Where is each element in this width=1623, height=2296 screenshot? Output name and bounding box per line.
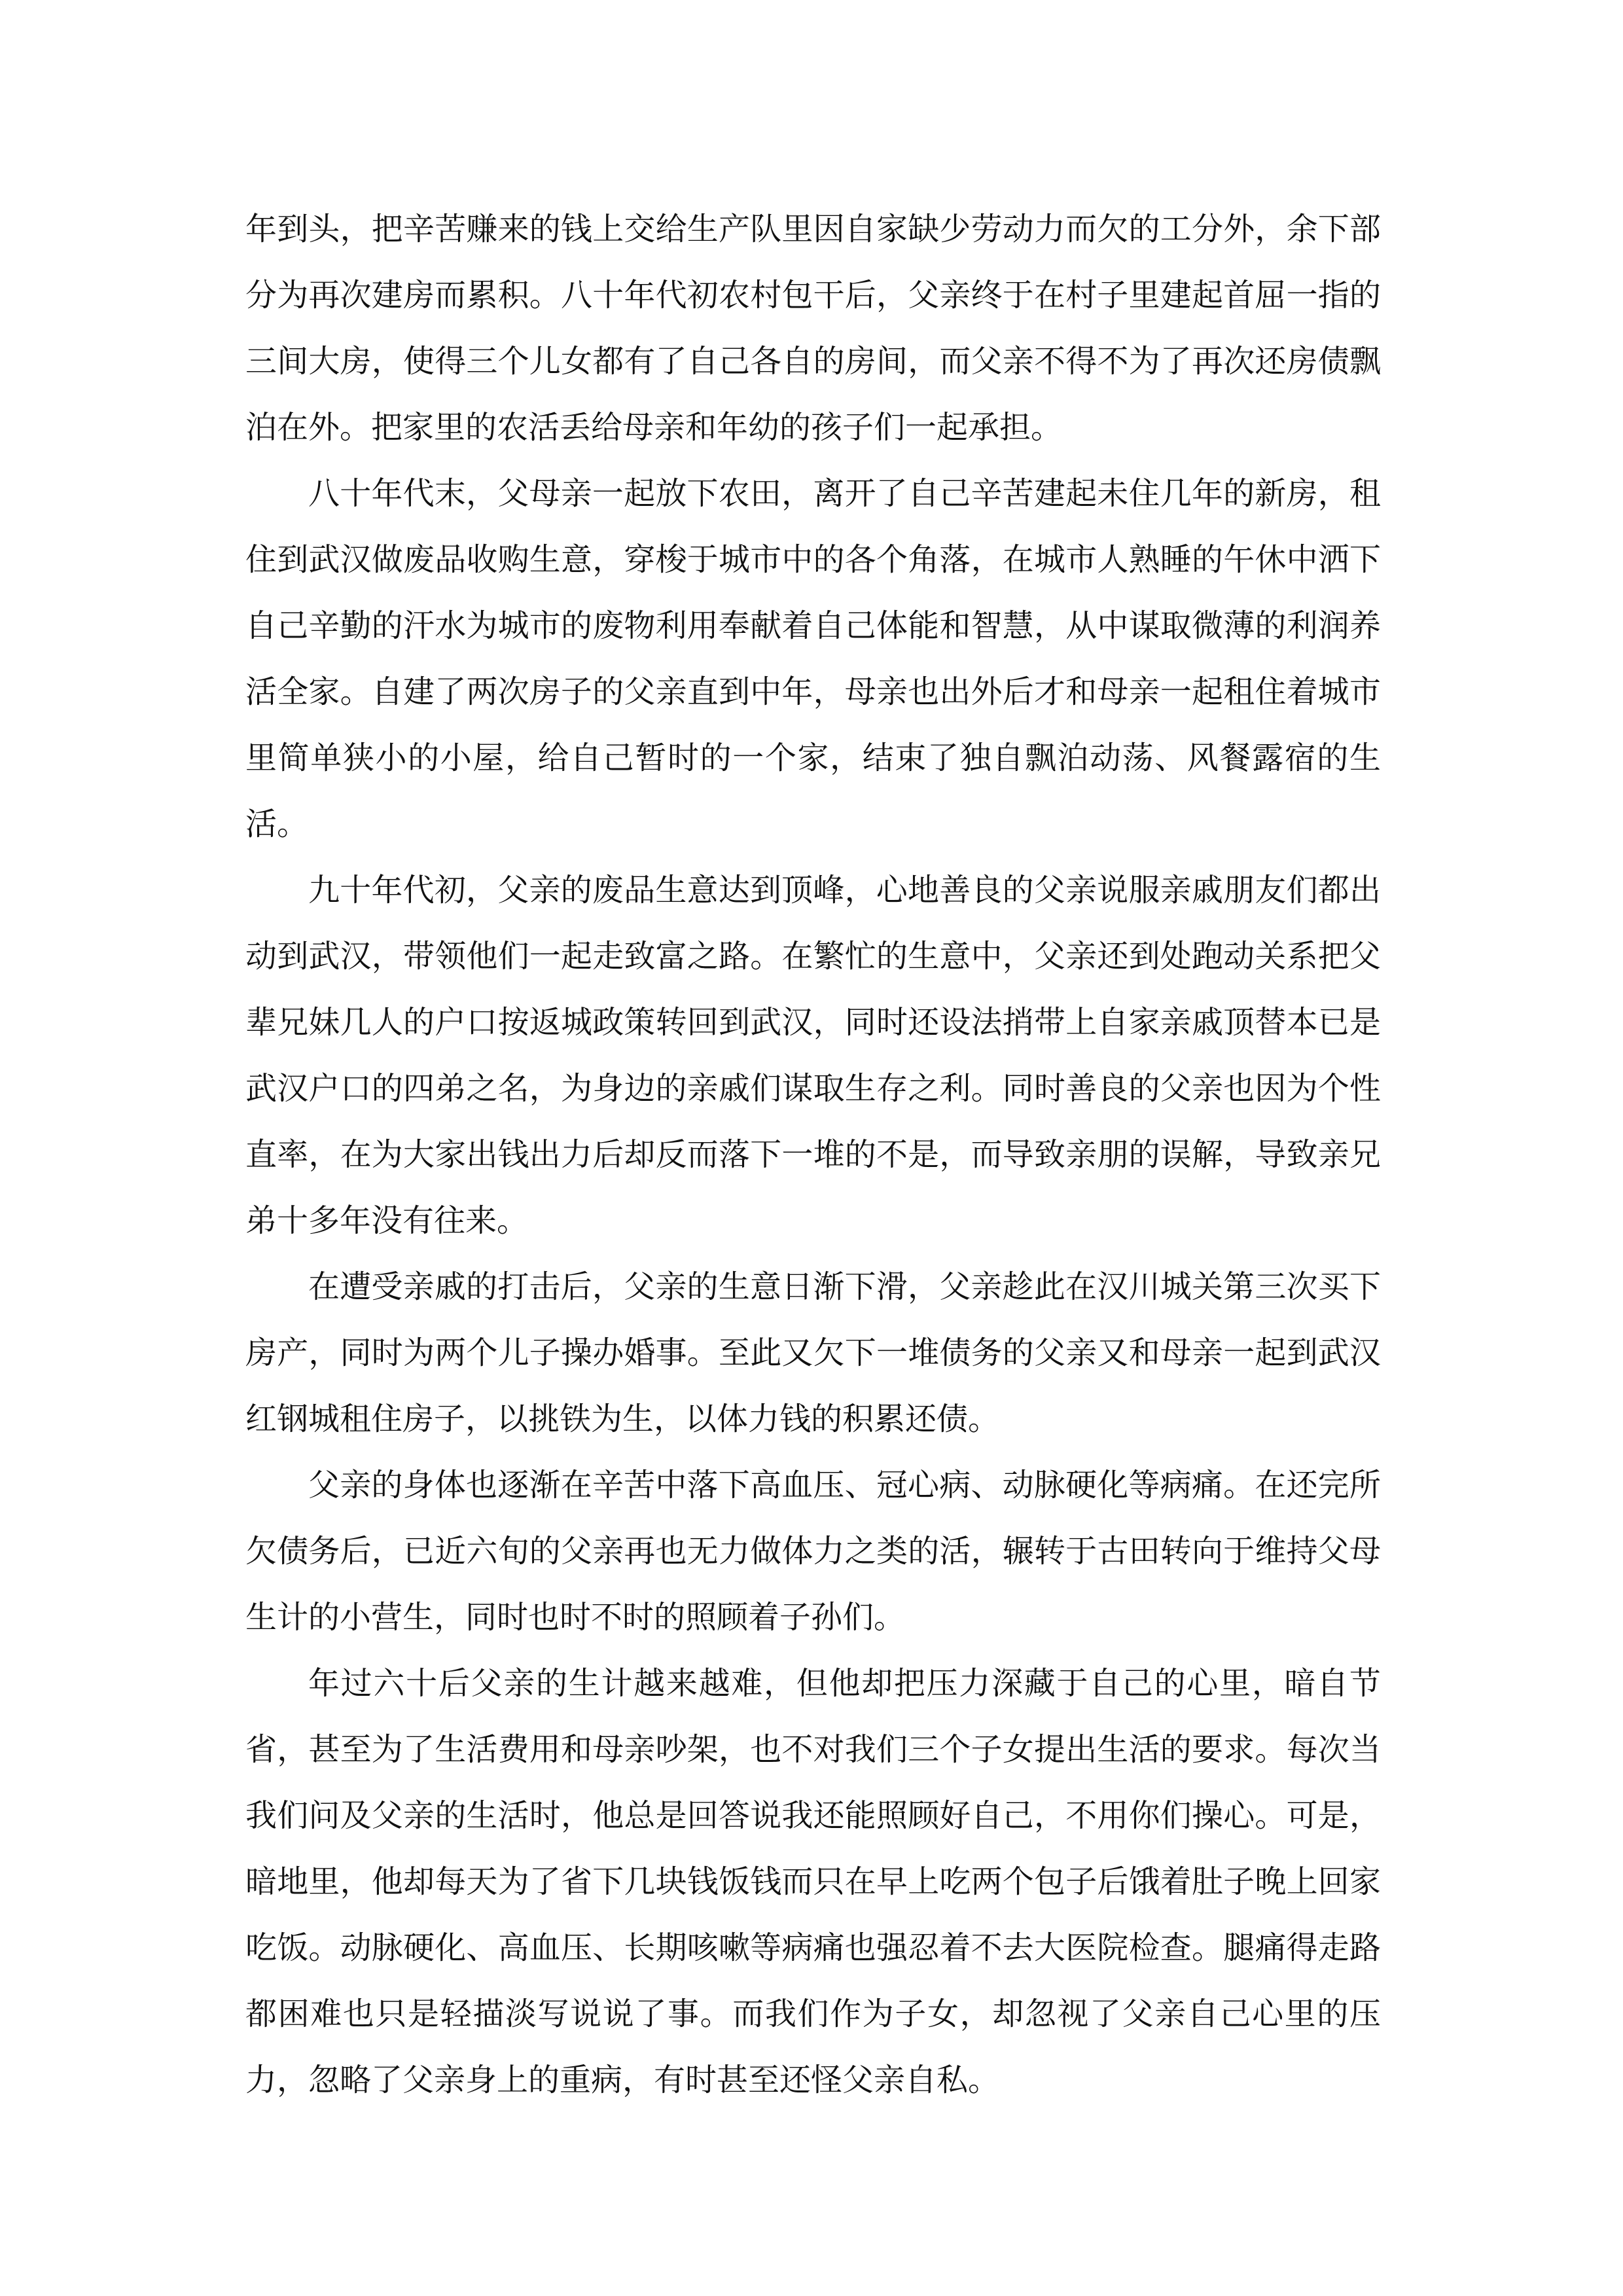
document-body	[245, 196, 1381, 2113]
paragraph-4: 在遭受亲戚的打击后，父亲的生意日渐下滑，父亲趁此在汉川城关第三次买下房产，同时为两个儿子操办婚事。至此又欠下一堆债务的父亲又和母亲一起到武汉红钢城租住房子，以挑铁为生，以体力钱的积累还债。	[245, 1268, 1381, 1437]
paragraph-5: 父亲的身体也逐渐在辛苦中落下高血压、冠心病、动脉硬化等病痛。在还完所欠债务后，已近六旬的父亲再也无力做体力之类的活，辗转于古田转向于维持父母生计的小营生，同时也时不时的照顾着子孙们。	[245, 1467, 1381, 1636]
paragraph-1: 年到头，把辛苦赚来的钱上交给生产队里因自家缺少劳动力而欠的工分外，余下部分为再次建房而累积。八十年代初农村包干后，父亲终于在村子里建起首屈一指的三间大房，使得三个儿女都有了自己各自的房间，而父亲不得不为了再次还房债飘泊在外。把家里的农活丢给母亲和年幼的孩子们一起承担。	[245, 211, 1381, 446]
paragraph-3: 九十年代初，父亲的废品生意达到顶峰，心地善良的父亲说服亲戚朋友们都出动到武汉，带领他们一起走致富之路。在繁忙的生意中，父亲还到处跑动关系把父辈兄妹几人的户口按返城政策转回到武汉，同时还设法捎带上自家亲戚顶替本已是武汉户口的四弟之名，为身边的亲戚们谋取生存之利。同时善良的父亲也因为个性直率，在为大家出钱出力后却反而落下一堆的不是，而导致亲朋的误解，导致亲兄弟十多年没有往来。	[245, 872, 1381, 1239]
paragraph-2: 八十年代末，父母亲一起放下农田，离开了自己辛苦建起未住几年的新房，租住到武汉做废品收购生意，穿梭于城市中的各个角落，在城市人熟睡的午休中洒下自己辛勤的汗水为城市的废物利用奉献着自己体能和智慧，从中谋取微薄的利润养活全家。自建了两次房子的父亲直到中年，母亲也出外后才和母亲一起租住着城市里简单狭小的小屋，给自己暂时的一个家，结束了独自飘泊动荡、风餐露宿的生活。	[245, 475, 1381, 842]
paragraph-6: 年过六十后父亲的生计越来越难，但他却把压力深藏于自己的心里，暗自节省，甚至为了生活费用和母亲吵架，也不对我们三个子女提出生活的要求。每次当我们问及父亲的生活时，他总是回答说我还能照顾好自己，不用你们操心。可是，暗地里，他却每天为了省下几块钱饭钱而只在早上吃两个包子后饿着肚子晚上回家吃饭。动脉硬化、高血压、长期咳嗽等病痛也强忍着不去大医院检查。腿痛得走路都困难也只是轻描淡写说说了事。而我们作为子女，却忽视了父亲自己心里的压力，忽略了父亲身上的重病，有时甚至还怪父亲自私。	[245, 1665, 1381, 2098]
